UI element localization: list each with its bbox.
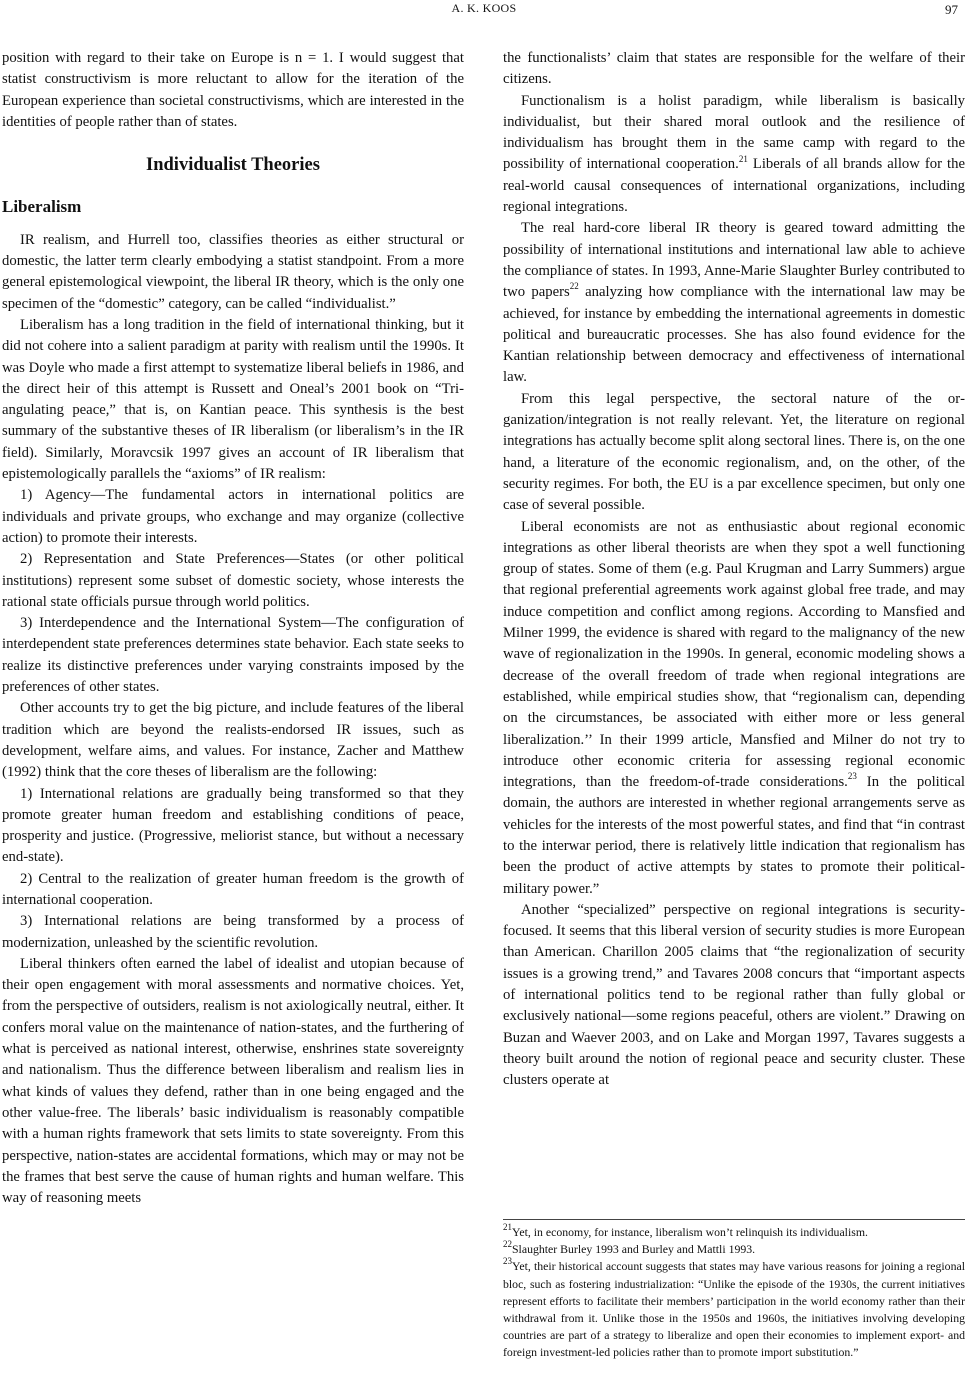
paragraph-text: Liberals of all brands allow for the real-world causal consequences of international organizations, including regional integrations.	[503, 156, 966, 216]
footnote-number: 23	[503, 1256, 512, 1267]
page-number: 97	[945, 2, 958, 17]
paragraph-continued: the functionalists’ claim that states are responsible for the welfare of their citizens.	[503, 50, 965, 88]
list-item: 2) Central to the realization of greater human freedom is the growth of international cooperation.	[2, 870, 464, 908]
page-header	[0, 0, 968, 26]
paragraph: Liberal thinkers often earned the label of idealist and utopian because of their open engagement with moral assessments and normative choices. Yet, from the perspective of outsiders, realism is not axiologically neutral, either. It confers moral value on the maintenance of nation-states, and the furthering of what is perceived as national interest, otherwise, enshrines state sovereignty and nationalism. Thus the difference between liberalism and realism lies in what kinds of values they defend, rather than in one being engaged and the other value-free. The liberals’ basic individualism is reasonably compatible with a human rights framework that sets limits to state sovereignty. From this perspective, nation-states are accidental formations, which may or may not be the frames that best serve the cause of human rights and human welfare. This way of reasoning meets	[2, 955, 464, 1207]
paragraph: IR realism, and Hurrell too, classifies theories as either structural or domestic, the latter term clearly embodying a statist standpoint. From a more general epistemological viewpoint, the liberal IR theory, which is the only one specimen of the “domestic” category, can be called “individualist.”	[2, 231, 464, 312]
footnote-text: Yet, in economy, for instance, liberalism won’t relinquish its individualism.	[512, 1225, 868, 1239]
paragraph: Other accounts try to get the big picture, and include features of the liberal tradition which are beyond the realists-endorsed IR issues, such as development, welfare aims, and values. For instance, Zacher and Matthew (1992) think that the core theses of liberalism are the following:	[2, 700, 464, 781]
list-item: 3) Interdependence and the International System—The configuration of interdependent state preferences determines state behavior. Each state seeks to realize its distinctive preferences under varying constraints imposed by the preferences of other states.	[2, 615, 464, 696]
footnote-divider	[503, 1219, 965, 1220]
paragraph-intro: position with regard to their take on Europe is n = 1. I would suggest that statist constructivism is more reluctant to allow for the iteration of the European experience than societal constructivisms, which are interested in the identities of people rather than of states.	[2, 50, 464, 130]
paragraph	[503, 218, 965, 388]
footnotes	[503, 1224, 965, 1362]
footnote	[503, 1241, 965, 1258]
footnote	[503, 1224, 965, 1241]
section-heading: Individualist Theories	[146, 155, 320, 176]
running-head: A. K. KOOS	[451, 1, 517, 15]
subsection-heading: Liberalism	[2, 197, 82, 217]
footnote-ref[interactable]: 21	[738, 153, 748, 164]
paragraph	[503, 517, 965, 900]
paragraph-text: In the political domain, the authors are interested in whether regional arrangements serve as vehicles for the interests of the most powerful states, and find that “in contrast to the interwar period, there is relatively little indication that regionalism has been the product of active attempts by states to promote their political-military power.”	[503, 774, 966, 897]
paragraph-text: analyzing how compliance with the international law may be achieved, for instance by embedding the international agreements in domestic political and bureaucratic processes. She has also found evidence for the Kantian relationship between democracy and effectiveness of international law.	[503, 284, 965, 386]
list-item: 2) Representation and State Preferences—States (or other political institutions) represent some subset of domestic society, whose interests the rational state officials pursue through world politics.	[2, 551, 464, 610]
footnote-ref[interactable]: 23	[847, 771, 857, 782]
paragraph: From this legal perspective, the sectoral nature of the organization/integration is not really relevant. Yet, the literature on regional integrations has actually become split along sectoral lines. There is, on the one hand, a literature of the economic regionalism, and, on the other, of the security regimes. For both, the EU is a par excellence specimen, but only one case of several possible.	[503, 390, 965, 514]
footnote-text: Yet, their historical account suggests that states may have various reasons for joining a regional bloc, such as fostering industrialization: “Unlike the episode of the 1930s, the current initiatives represent efforts to facilitate their members’ participation in the world economy rather than their withdrawal from it. Unlike those in the 1950s and 1960s, the initiatives involving developing countries are part of a strategy to liberalize and open their economies to implement export- and foreign investment-led policies rather than to promote import substitution.”	[503, 1259, 965, 1360]
footnote-number: 21	[503, 1222, 512, 1233]
list-item: 1) International relations are gradually being transformed so that they promote greater human freedom and establishing conditions of peace, prosperity and justice. (Progressive, meliorist stance, but without a necessary end-state).	[2, 785, 464, 866]
paragraph: Another “specialized” perspective on regional integrations is security-focused. It seems that this liberal version of security studies is more European than American. Charillon 2005 claims that “the regionalization of security issues is a growing trend,” and Tavares 2008 concurs that “important aspects of international politics tend to be regional rather than fully global or exclusively national—some regions peaceful, others are violent.” Drawing on Buzan and Waever 2003, and on Lake and Morgan 1997, Tavares suggests a theory built around the notion of regional peace and security cluster. These clusters operate at	[503, 901, 965, 1089]
left-column	[2, 48, 464, 1209]
footnote-number: 22	[503, 1239, 512, 1250]
footnote-ref[interactable]: 22	[569, 281, 579, 292]
footnote-text: Slaughter Burley 1993 and Burley and Mattli 1993.	[512, 1242, 756, 1257]
paragraph-text: The real hard-core liberal IR theory is geared toward admitting the possibility of international institutions and international law able to achieve the compliance of states. In 1993, Anne-Marie Slaughter Burley contributed to two papers	[503, 220, 965, 301]
footnote	[503, 1258, 965, 1361]
paragraph	[503, 91, 965, 219]
paragraph: Liberalism has a long tradition in the field of international thinking, but it did not cohere into a salient paradigm at parity with realism until the 1990s. It was Doyle who made a first attempt to systematize liberal beliefs in 1986, and the direct heir of this attempt is Russett and Oneal’s 2001 book on “Triangulating peace,” that is, on Kantian peace. This synthesis is the best summary of the substantive theses of IR liberalism (or liberalism’s in the IR field). Similarly, Moravcsik 1997 gives an account of IR liberalism that epistemologically parallels the “axioms” of IR realism:	[2, 316, 464, 483]
paragraph-text: Liberal economists are not as enthusiastic about regional economic integrations as other liberal theorists are when they spot a well functioning group of states. Some of them (e.g. Paul Krugman and Larry Summers) argue that regional preferential agreements work against global free trade, and may induce competition and conflict among regions. According to Mansfied and Milner 1999, the evidence is shared with regard to the malignancy of the new wave of regionalization in the 1990s. In general, economic modeling shows a decrease of the overall freedom of trade when regional integrations are established, while empirical studies show, that “regionalism can, depending on the circumstances, be associated with either more or less general liberalization.’’ In their 1999 article, Mansfied and Milner do not try to introduce other economic criteria for assessing regional economic integrations, than the freedom-of-trade considerations.	[503, 518, 965, 791]
paragraph-text: Functionalism is a holist paradigm, while liberalism is basically individualist, but their shared moral outlook and the resilience of individualism has brought them in the same camp with regard to the possibility of international cooperation.	[503, 92, 965, 173]
list-item: 3) International relations are being transformed by a process of modernization, unleashed by the scientific revolution.	[2, 913, 464, 951]
right-column	[503, 48, 965, 1092]
list-item: 1) Agency—The fundamental actors in international politics are individuals and private groups, who exchange and may organize (collective action) to promote their interests.	[2, 487, 464, 546]
